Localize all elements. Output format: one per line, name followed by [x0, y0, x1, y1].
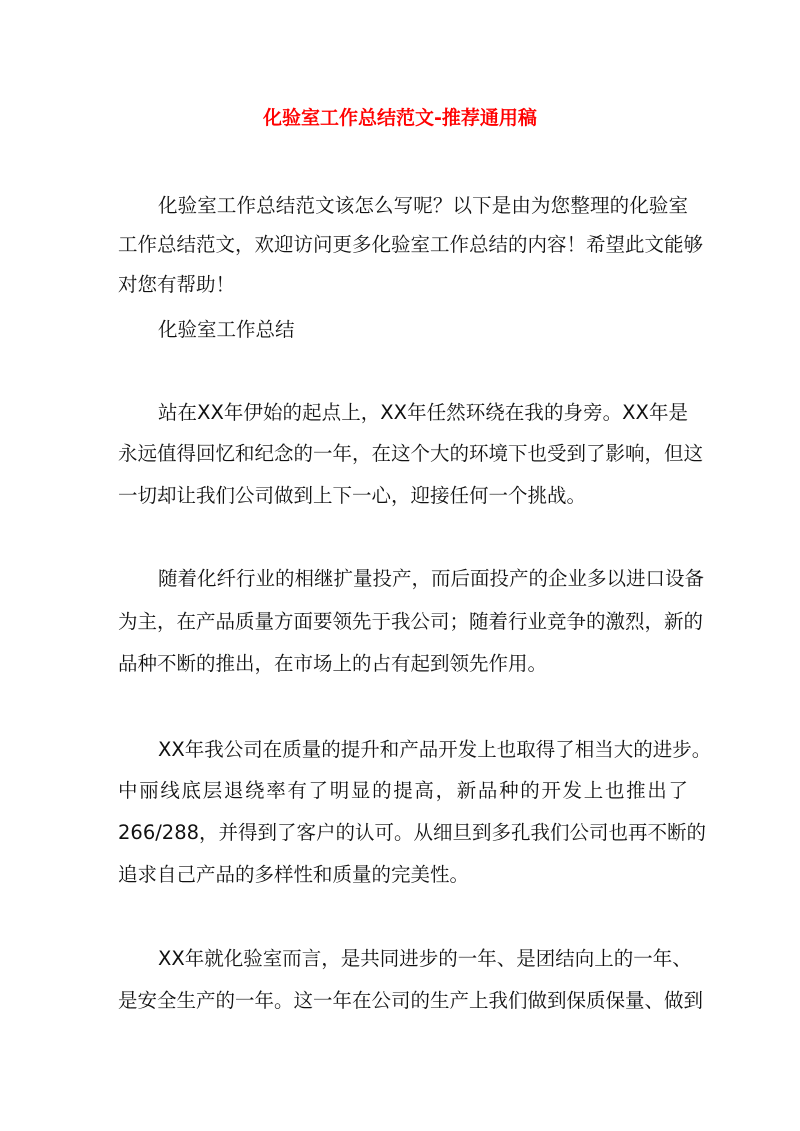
paragraph-line: 站在XX年伊始的起点上，XX年任然环绕在我的身旁。XX年是	[158, 401, 688, 424]
paragraph-line: 是安全生产的一年。这一年在公司的生产上我们做到保质保量、做到	[118, 989, 704, 1012]
paragraph-line: 化验室工作总结范文该怎么写呢？以下是由为您整理的化验室	[158, 194, 688, 217]
section-heading: 化验室工作总结	[158, 318, 295, 341]
paragraph-line: 追求自己产品的多样性和质量的完美性。	[118, 863, 470, 886]
paragraph-line: 品种不断的推出，在市场上的占有起到领先作用。	[118, 652, 548, 675]
document-title: 化验室工作总结范文-推荐通用稿	[263, 107, 537, 129]
paragraph-line: 对您有帮助！	[118, 273, 236, 296]
paragraph-line: 工作总结范文，欢迎访问更多化验室工作总结的内容！希望此文能够	[118, 233, 704, 256]
paragraph-line: 随着化纤行业的相继扩量投产，而后面投产的企业多以进口设备	[158, 567, 705, 590]
paragraph-line: 为主，在产品质量方面要领先于我公司；随着行业竞争的激烈，新的	[118, 610, 704, 633]
paragraph-line: 一切却让我们公司做到上下一心，迎接任何一个挑战。	[118, 484, 587, 507]
paragraph-line: 永远值得回忆和纪念的一年，在这个大的环境下也受到了影响，但这	[118, 442, 704, 465]
paragraph-line: 中丽线底层退绕率有了明显的提高，新品种的开发上也推出了	[118, 779, 688, 802]
paragraph-line: XX年就化验室而言，是共同进步的一年、是团结向上的一年、	[158, 947, 692, 970]
paragraph-line: XX年我公司在质量的提升和产品开发上也取得了相当大的进步。	[158, 738, 712, 761]
paragraph-line: 266/288，并得到了客户的认可。从细旦到多孔我们公司也再不断的	[118, 821, 707, 844]
